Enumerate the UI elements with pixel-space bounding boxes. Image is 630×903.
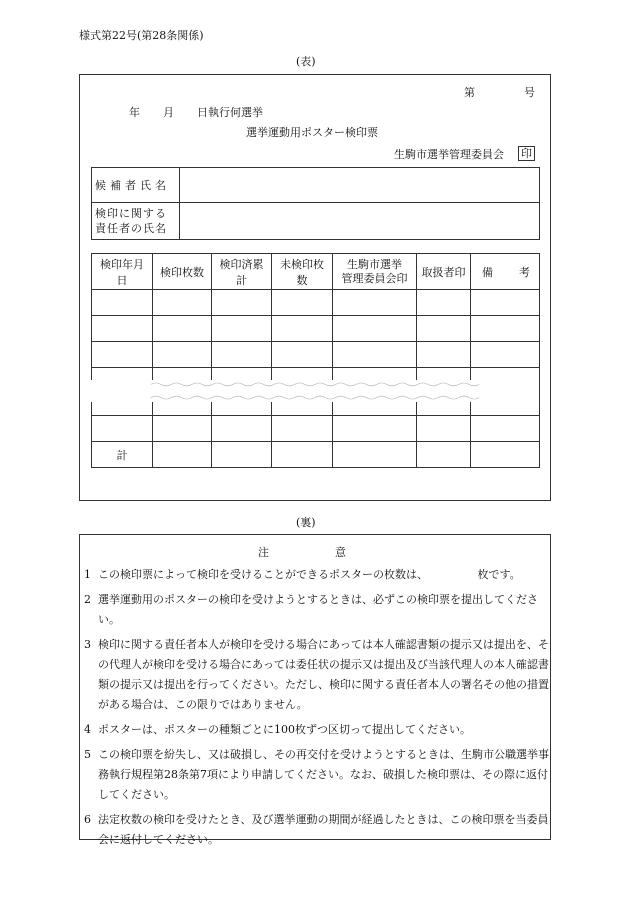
notes-list [84,565,550,855]
election-day-text: 日執行何選挙 [197,106,263,119]
note-item: 5 この検印票を紛失し、又は破損し、その再交付を受けようとするときは、生駒市公職選挙事務執行規程第28条第7項により申請してください。なお、破損した検印票は、その際に返付してください。 [84,748,549,801]
notes-title: 注 意 [258,546,346,559]
responsible-label: 検印に関する 責任者の氏名 [92,203,180,240]
note-item: 2 選挙運動用のポスターの検印を受けようとするときは、必ずこの検印票を提出してください。 [84,593,538,626]
candidate-label: 候補者氏名 [92,168,180,203]
note-item: 4 ポスターは、ポスターの種類ごとに100枚ずつ区切って提出してください。 [84,723,471,736]
stamp-table [91,253,540,468]
table-row [92,342,540,368]
col-header-remarks: 備 考 [471,254,540,290]
table-row [92,290,540,316]
front-label: (表) [296,55,316,68]
election-month: 月 [163,106,174,119]
table-break-wave [91,380,539,402]
table-row [92,416,540,442]
note-item: 1 この検印票によって検印を受けることができるポスターの枚数は、 枚です。 [84,568,521,581]
issuer: 生駒市選挙管理委員会 [394,148,504,161]
col-header-handler-seal: 取扱者印 [417,254,471,290]
col-header-cumulative: 検印済累計 [212,254,272,290]
candidate-name-cell[interactable] [180,168,540,203]
total-row [92,442,540,468]
number-suffix: 号 [524,86,535,99]
note-item: 3 検印に関する責任者本人が検印を受ける場合にあっては本人確認書類の提示又は提出を、その代理人が検印を受ける場合にあっては委任状の提示又は提出及び当該代理人の本人確認書類の提示又は提出を行ってください。ただし、検印に関する責任者本人の署名その他の措置がある場合は、この限りではありません。 [84,638,549,711]
candidate-table [91,167,540,240]
table-row [92,316,540,342]
total-label: 計 [92,442,153,468]
col-header-date: 検印年月日 [92,254,153,290]
seal-mark: 印 [518,146,535,161]
col-header-committee-seal: 生駒市選挙 管理委員会印 [333,254,417,290]
form-code: 様式第22号(第28条関係) [79,29,204,42]
responsible-name-cell[interactable] [180,203,540,240]
back-label: (裏) [296,516,316,529]
note-item: 6 法定枚数の検印を受けたとき、及び選挙運動の期間が経過したときは、この検印票を当委員会に返付してください。 [84,813,549,846]
form-title: 選挙運動用ポスター検印票 [246,126,378,139]
col-header-count: 検印枚数 [153,254,212,290]
election-year: 年 [129,106,140,119]
number-label: 第 [464,86,475,99]
col-header-unstamped: 未検印枚数 [272,254,333,290]
